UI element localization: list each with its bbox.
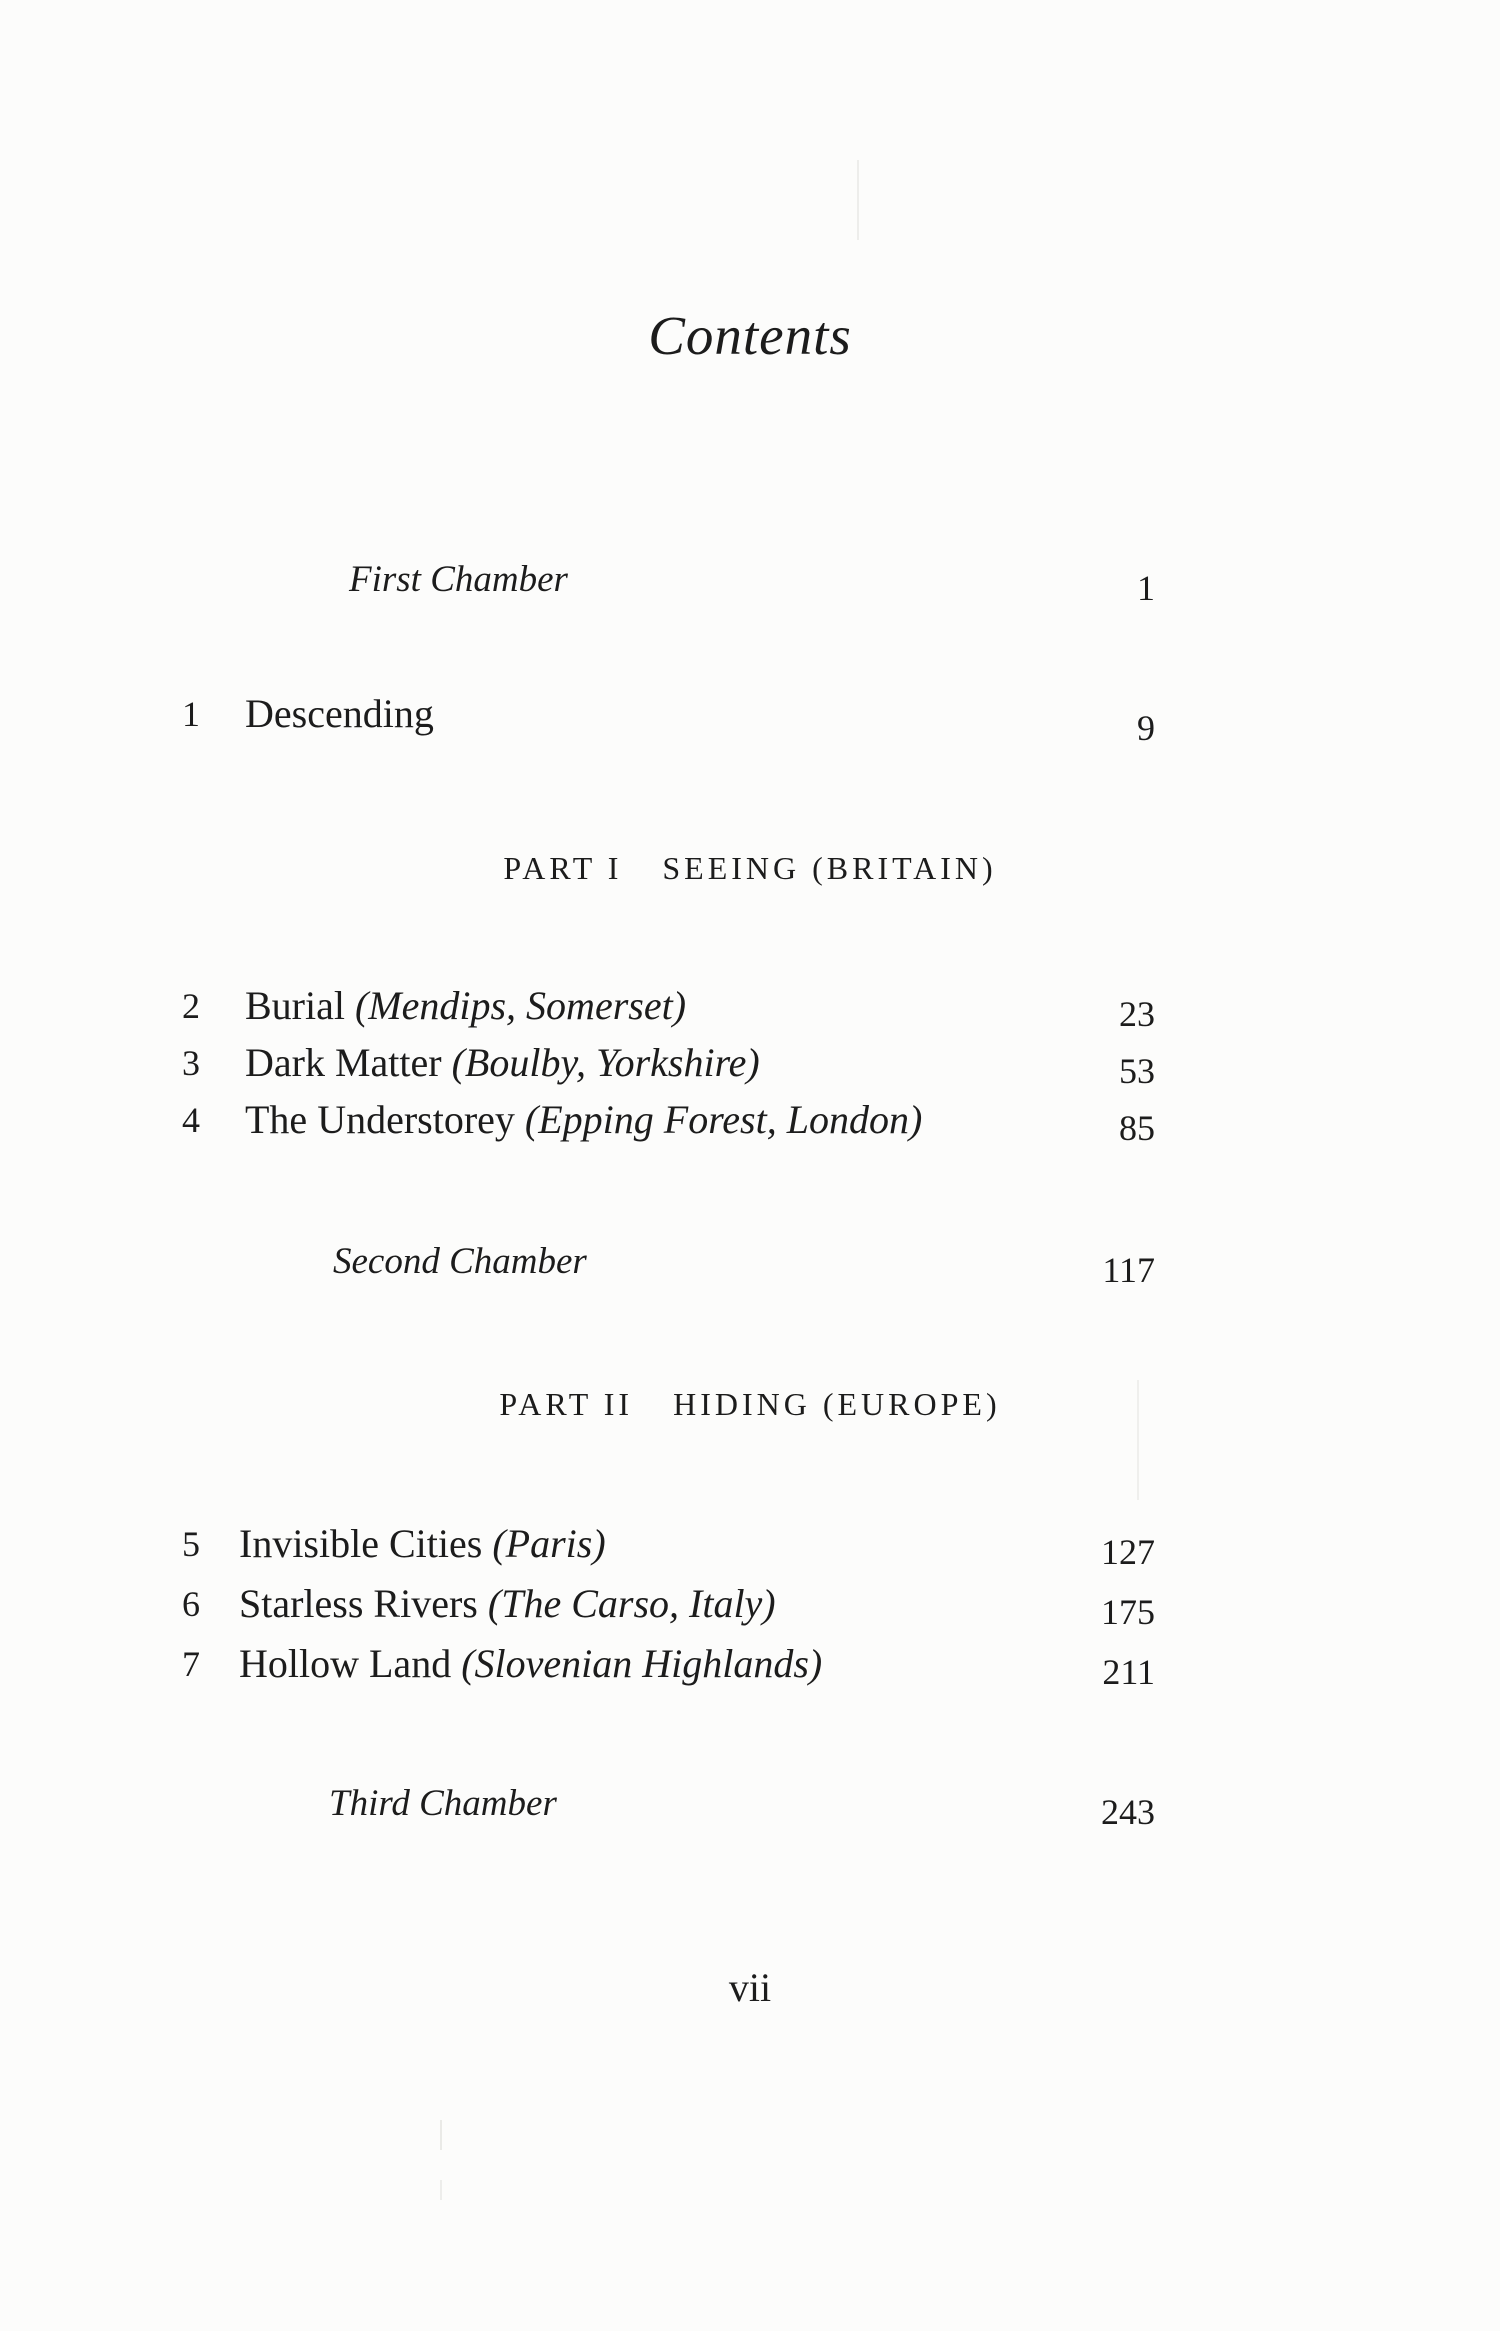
scan-mark [1137, 1380, 1139, 1500]
toc-entry-chapter-4[interactable] [0, 1098, 1500, 1148]
entry-number: 3 [182, 1043, 200, 1083]
toc-entry-chapter-3[interactable] [0, 1041, 1500, 1091]
entry-label: Third Chamber [329, 1783, 557, 1824]
part-title: SEEING (BRITAIN) [662, 850, 997, 886]
entry-label: The Understorey [245, 1097, 515, 1142]
entry-page: 1 [1137, 568, 1155, 608]
scan-mark [857, 160, 859, 240]
part-heading-1 [0, 846, 1500, 890]
toc-entry-chapter-7[interactable] [0, 1642, 1500, 1692]
toc-entry-chapter-6[interactable] [0, 1582, 1500, 1632]
entry-page: 175 [1101, 1592, 1155, 1632]
entry-label-wrap [245, 1041, 760, 1085]
entry-label-wrap [239, 1522, 606, 1566]
toc-entry-descending[interactable] [0, 691, 1500, 748]
entry-place: (Epping Forest, London) [524, 1097, 923, 1142]
entry-page: 9 [1137, 708, 1155, 748]
entry-label-wrap [239, 1642, 822, 1686]
entry-label: First Chamber [349, 559, 568, 600]
entry-page: 85 [1119, 1108, 1155, 1148]
entry-page: 211 [1102, 1652, 1155, 1692]
entry-page: 243 [1101, 1792, 1155, 1832]
entry-number: 5 [182, 1524, 200, 1564]
toc-entry-second-chamber[interactable] [0, 1240, 1500, 1290]
entry-label: Hollow Land [239, 1641, 452, 1686]
part-title: HIDING (EUROPE) [673, 1386, 1001, 1422]
toc-entry-chapter-5[interactable] [0, 1522, 1500, 1572]
entry-label: Dark Matter [245, 1040, 442, 1085]
toc-entry-chapter-2[interactable] [0, 984, 1500, 1034]
page-folio: vii [728, 1965, 772, 2010]
entry-number: 2 [182, 986, 200, 1026]
page-title: Contents [648, 305, 852, 366]
toc-entry-first-chamber[interactable] [0, 558, 1500, 608]
part-number: PART I [503, 850, 623, 886]
entry-label: Invisible Cities [239, 1521, 483, 1566]
entry-label: Burial [245, 983, 345, 1028]
entry-place: (Mendips, Somerset) [354, 983, 687, 1028]
entry-place: (The Carso, Italy) [487, 1581, 776, 1626]
entry-page: 117 [1102, 1250, 1155, 1290]
entry-label-wrap [239, 1582, 776, 1626]
entry-label: Starless Rivers [239, 1581, 478, 1626]
entry-place: (Paris) [492, 1521, 606, 1566]
entry-label: Descending [245, 691, 434, 736]
entry-label: Second Chamber [333, 1241, 587, 1282]
part-heading-2 [0, 1382, 1500, 1426]
entry-page: 23 [1119, 994, 1155, 1034]
entry-page: 127 [1101, 1532, 1155, 1572]
entry-label-wrap [245, 1098, 922, 1142]
entry-place: (Slovenian Highlands) [461, 1641, 823, 1686]
toc-entry-third-chamber[interactable] [0, 1782, 1500, 1832]
scan-mark [440, 2180, 442, 2200]
entry-label-wrap [245, 984, 686, 1028]
entry-number: 4 [182, 1100, 200, 1140]
entry-number: 6 [182, 1584, 200, 1624]
entry-page: 53 [1119, 1051, 1155, 1091]
scan-mark [440, 2120, 442, 2150]
entry-number: 1 [182, 694, 200, 734]
part-number: PART II [499, 1386, 634, 1422]
entry-number: 7 [182, 1644, 200, 1684]
entry-place: (Boulby, Yorkshire) [451, 1040, 760, 1085]
